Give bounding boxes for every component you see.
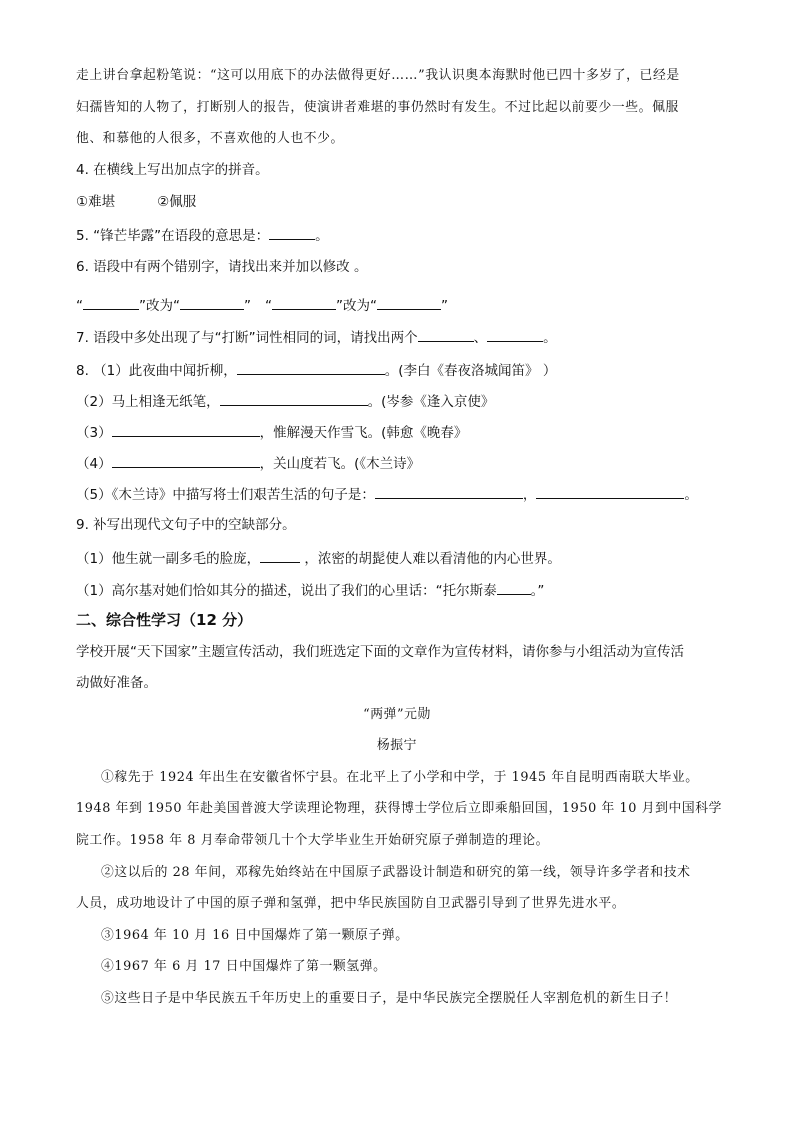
question-9-line-1 [76, 548, 561, 568]
question-8-end: 。 [684, 487, 698, 503]
question-9-line-2 [76, 580, 544, 600]
article-paragraph-1-line-1: ①稼先于 1924 年出生在安徽省怀宁县。在北平上了小学和中学，于 1945 年自昆明西南联大毕业。 [101, 770, 699, 785]
article-paragraph-1-line-3: 院工作。1958 年 8 月奉命带领几十个大学毕业生开始研究原子弹制造的理论。 [76, 833, 550, 848]
answer-blank[interactable] [375, 484, 523, 499]
answer-blank[interactable] [487, 327, 543, 342]
article-paragraph-4: ④1967 年 6 月 17 日中国爆炸了第一颗氢弹。 [101, 959, 387, 974]
sentence-rest: 。” [530, 583, 545, 599]
answer-blank[interactable] [112, 422, 260, 437]
section-heading: 二、综合性学习（12 分） [76, 611, 253, 629]
poem-line-prompt: （4） [76, 456, 112, 472]
question-7 [76, 327, 557, 347]
change-label: 改为 [146, 298, 173, 314]
question-4-stem: 4. 在横线上写出加点字的拼音。 [76, 162, 269, 178]
answer-blank[interactable] [83, 295, 139, 310]
article-paragraph-2-line-1: ②这以后的 28 年间，邓稼先始终站在中国原子武器设计制造和研究的第一线，领导许多学者和技术 [101, 865, 691, 880]
question-4-items [76, 193, 196, 211]
question-5-end: 。 [315, 228, 329, 244]
question-6-answers [76, 295, 448, 315]
section-intro-line-2: 动做好准备。 [76, 675, 157, 691]
quote-open: “ [76, 298, 83, 314]
poem-line-prompt: 8. （1）此夜曲中闻折柳， [76, 363, 237, 379]
quote-open: “ [265, 298, 272, 314]
article-title: “两弹”元勋 [363, 707, 431, 722]
section-intro-line-1: 学校开展“天下国家”主题宣传活动，我们班选定下面的文章作为宣传材料，请你参与小组活动为宣传活 [76, 644, 684, 660]
poem-line-prompt: （2）马上相逢无纸笔， [76, 394, 220, 410]
answer-blank[interactable] [260, 548, 300, 563]
quote-open: “ [370, 298, 377, 314]
question-4-item-b: ②佩服 [157, 194, 197, 210]
separator: ， [522, 487, 537, 503]
poem-source: 。(李白《春夜洛城闻笛》 ） [384, 363, 557, 379]
sentence-rest: ，浓密的胡髭使人难以看清他的内心世界。 [300, 551, 561, 567]
article-paragraph-5: ⑤这些日子是中华民族五千年历史上的重要日子，是中华民族完全摆脱任人宰割危机的新生日子！ [101, 991, 678, 1006]
article-paragraph-2-line-2: 人员，成功地设计了中国的原子弹和氢弹，把中华民族国防自卫武器引导到了世界先进水平。 [76, 896, 626, 911]
poem-source: ，关山度若飞。(《木兰诗》 [259, 456, 421, 472]
article-paragraph-1-line-2: 1948 年到 1950 年赴美国普渡大学读理论物理，获得博士学位后立即乘船回国，1950 年 10 月到中国科学 [76, 801, 723, 816]
article-paragraph-3: ③1964 年 10 月 16 日中国爆炸了第一颗原子弹。 [101, 928, 409, 943]
question-5-prompt: 5. “锋芒毕露”在语段的意思是： [76, 228, 270, 244]
article-author: 杨振宁 [376, 738, 418, 753]
sentence-prompt: （1）高尔基对她们恰如其分的描述，说出了我们的心里话：“托尔斯泰 [76, 583, 497, 599]
answer-blank[interactable] [272, 295, 336, 310]
answer-blank[interactable] [536, 484, 684, 499]
answer-blank[interactable] [112, 453, 260, 468]
poem-source: ，惟解漫天作雪飞。(韩愈《晚春》 [259, 425, 468, 441]
question-5 [76, 225, 329, 245]
quote-open: “ [173, 298, 180, 314]
quote-close: ” [139, 298, 146, 314]
question-9-stem: 9. 补写出现代文句子中的空缺部分。 [76, 517, 296, 533]
question-8-line-4 [76, 453, 420, 473]
question-7-prompt: 7. 语段中多处出现了与“打断”词性相同的词，请找出两个 [76, 330, 418, 346]
passage-line-2: 妇孺皆知的人物了，打断别人的报告，使演讲者难堪的事仍然时有发生。不过比起以前要少一些。佩服 [76, 100, 679, 115]
separator: 、 [473, 330, 488, 346]
question-8-line-5 [76, 484, 698, 504]
passage-line-1: 走上讲台拿起粉笔说：“这可以用底下的办法做得更好……”我认识奥本海默时他已四十多岁了，已经是 [76, 68, 680, 83]
change-label: 改为 [343, 298, 370, 314]
question-6-stem: 6. 语段中有两个错别字，请找出来并加以修改 。 [76, 259, 368, 275]
answer-blank[interactable] [220, 391, 368, 406]
poem-line-prompt: （3） [76, 425, 112, 441]
quote-close: ” [441, 298, 448, 314]
sentence-prompt: （1）他生就一副多毛的脸庞， [76, 551, 261, 567]
question-8-line-2 [76, 391, 494, 411]
poem-line-prompt: （5）《木兰诗》中描写将士们艰苦生活的句子是： [76, 487, 375, 503]
poem-source: 。(岑参《逢入京使》 [367, 394, 495, 410]
question-4-item-a: ①难堪 [76, 194, 116, 210]
answer-blank[interactable] [377, 295, 441, 310]
question-7-end: 。 [543, 330, 557, 346]
answer-blank[interactable] [418, 327, 474, 342]
quote-close: ” [336, 298, 343, 314]
question-8-line-3 [76, 422, 467, 442]
answer-blank[interactable] [269, 225, 315, 240]
answer-blank[interactable] [180, 295, 244, 310]
quote-close: ” [244, 298, 251, 314]
passage-line-3: 他、和慕他的人很多，不喜欢他的人也不少。 [76, 131, 344, 146]
answer-blank[interactable] [497, 580, 531, 595]
question-8-line-1 [76, 360, 556, 380]
answer-blank[interactable] [237, 360, 385, 375]
